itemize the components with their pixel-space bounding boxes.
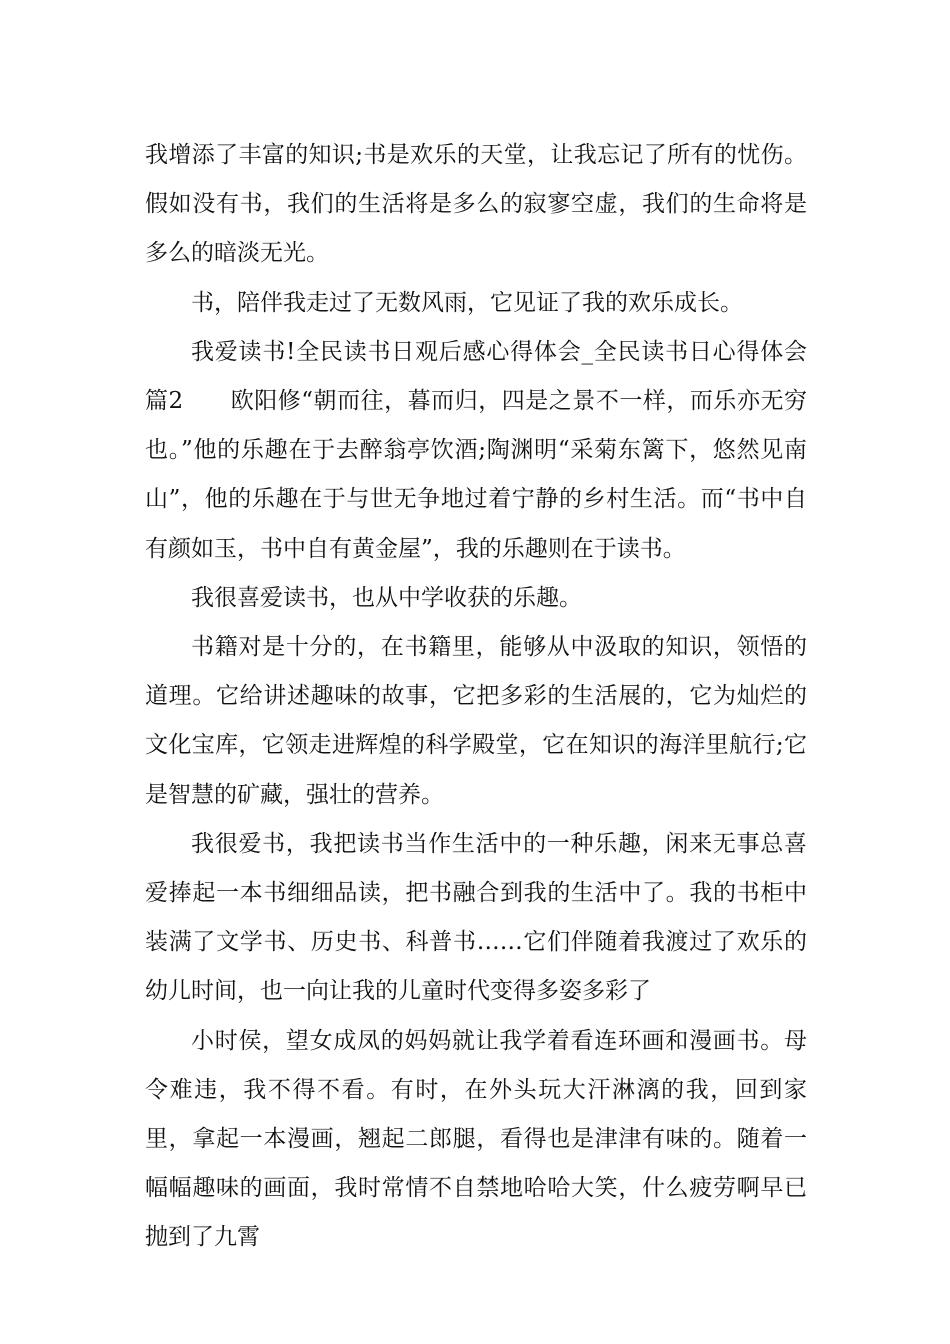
paragraph: 书籍对是十分的，在书籍里，能够从中汲取的知识，领悟的道理。它给讲述趣味的故事，它把多彩的生活展的，它为灿烂的文化宝库，它领走进辉煌的科学殿堂，它在知识的海洋里航行;它是智慧的矿藏，强壮的营养。: [145, 634, 807, 808]
paragraph: 我增添了丰富的知识;书是欢乐的天堂，让我忘记了所有的忧伤。假如没有书，我们的生活将是多么的寂寥空虚，我们的生命将是多么的暗淡无光。: [145, 142, 807, 267]
paragraph: 我爱读书!全民读书日观后感心得体会_全民读书日心得体会 篇2 欧阳修“朝而往，暮而归，四是之景不一样，而乐亦无穷也。”他的乐趣在于去醉翁亭饮酒;陶渊明“采菊东篱下，悠然见南山”，他的乐趣在于与世无争地过着宁静的乡村生活。而“书中自有颜如玉，书中自有黄金屋”，我的乐趣则在于读书。: [145, 338, 807, 562]
document-body: [145, 131, 807, 1263]
paragraph: 书，陪伴我走过了无数风雨，它见证了我的欢乐成长。: [191, 289, 743, 316]
paragraph: 小时侯，望女成凤的妈妈就让我学着看连环画和漫画书。母令难违，我不得不看。有时，在外头玩大汗淋漓的我，回到家里，拿起一本漫画，翘起二郎腿，看得也是津津有味的。随着一幅幅趣味的画面，我时常情不自禁地哈哈大笑，什么疲劳啊早已抛到了九霄: [145, 1027, 807, 1251]
paragraph: 我很喜爱读书，也从中学收获的乐趣。: [191, 584, 582, 611]
paragraph: 我很爱书，我把读书当作生活中的一种乐趣，闲来无事总喜爱捧起一本书细细品读，把书融合到我的生活中了。我的书柜中装满了文学书、历史书、科普书……它们伴随着我渡过了欢乐的幼儿时间，也一向让我的儿童时代变得多姿多彩了: [145, 830, 807, 1005]
